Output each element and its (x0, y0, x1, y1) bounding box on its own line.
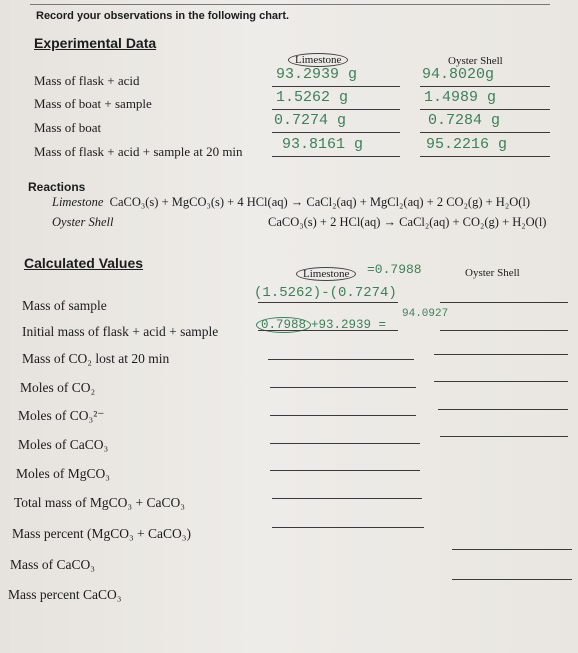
exp-line (272, 132, 400, 133)
reactions-title: Reactions (28, 180, 86, 194)
handwritten-sample-mass: =0.7988 (367, 262, 422, 277)
exp-value-limestone: 93.8161 g (282, 136, 364, 153)
calc-row-label: Mass of CO₂ lost at 20 min (22, 351, 170, 366)
calc-row-label: Mass percent CaCO₃ (8, 587, 122, 602)
calc-line (258, 302, 398, 303)
calc-row-label: Moles of CO₂ (20, 380, 96, 395)
reaction-oyster-label-wrap (52, 215, 113, 230)
top-rule (30, 4, 550, 5)
reaction-limestone-label: Limestone (52, 195, 104, 209)
exp-row-label: Mass of boat + sample (34, 96, 152, 111)
calc-col-limestone-header: Limestone (296, 268, 356, 280)
calculated-title: Calculated Values (24, 255, 144, 271)
reaction-oyster-label: Oyster Shell (52, 215, 114, 229)
calc-line (272, 498, 422, 499)
calc-row-label: Mass of CaCO₃ (10, 557, 95, 572)
calc-col-oyster-header: Oyster Shell (465, 267, 520, 279)
calc-line (452, 549, 572, 550)
exp-value-limestone: 1.5262 g (276, 89, 349, 106)
calc-line (434, 381, 568, 382)
handwritten-initial-mass-work: 0.7988 +93.2939 = (256, 318, 386, 332)
calc-line (434, 354, 568, 355)
calc-row-label: Mass of sample (22, 298, 107, 313)
calc-row-label: Moles of CO₃²⁻ (18, 408, 105, 423)
exp-line (420, 86, 550, 87)
calc-line (270, 470, 420, 471)
calc-row-label: Total mass of MgCO₃ + CaCO₃ (14, 495, 185, 510)
exp-line (272, 86, 400, 87)
calc-line (270, 415, 416, 416)
calc-line (270, 443, 420, 444)
calc-line (452, 579, 572, 580)
exp-line (420, 156, 550, 157)
calc-line (258, 330, 398, 331)
exp-row-label: Mass of flask + acid + sample at 20 min (34, 144, 243, 159)
reaction-limestone-equation: CaCO₃(s) + MgCO₃(s) + 4 HCl(aq) → CaCl₂(aq) + MgCl₂(aq) + 2 CO₂(g) + H₂O(l) (109, 195, 531, 209)
exp-line (272, 156, 400, 157)
handwritten-initial-mass-result: 94.0927 (402, 308, 449, 320)
calc-line (440, 330, 568, 331)
exp-value-oyster: 94.8020g (422, 66, 495, 83)
exp-row-label: Mass of flask + acid (34, 73, 140, 88)
handwritten-mass-sample-work: (1.5262)-(0.7274) (254, 285, 397, 301)
exp-value-limestone: 93.2939 g (276, 66, 358, 83)
reaction-oyster-equation: CaCO₃(s) + 2 HCl(aq) → CaCl₂(aq) + CO₂(g) + H₂O(l) (268, 215, 547, 229)
col-oyster-header: Oyster Shell (448, 55, 503, 67)
calc-line (272, 527, 424, 528)
exp-value-oyster: 1.4989 g (424, 89, 497, 106)
exp-value-oyster: 95.2216 g (426, 136, 508, 153)
exp-row-label: Mass of boat (34, 120, 102, 135)
exp-line (420, 132, 550, 133)
exp-value-oyster: 0.7284 g (428, 112, 501, 129)
instruction-text: Record your observations in the following chart. (36, 10, 290, 22)
calc-row-label: Moles of CaCO₃ (18, 437, 109, 452)
calc-row-label: Initial mass of flask + acid + sample (22, 324, 219, 339)
calc-line (440, 436, 568, 437)
calc-line (270, 387, 416, 388)
exp-value-limestone: 0.7274 g (274, 112, 347, 129)
reaction-limestone (52, 195, 530, 210)
calc-row-label: Mass percent (MgCO₃ + CaCO₃) (12, 526, 192, 541)
calc-line (438, 409, 568, 410)
experimental-title: Experimental Data (34, 35, 157, 51)
exp-line (272, 109, 400, 110)
calc-line (440, 302, 568, 303)
exp-line (420, 109, 550, 110)
calc-row-label: Moles of MgCO₃ (16, 466, 110, 481)
calc-line (268, 359, 414, 360)
col-limestone-header: Limestone (288, 54, 348, 66)
